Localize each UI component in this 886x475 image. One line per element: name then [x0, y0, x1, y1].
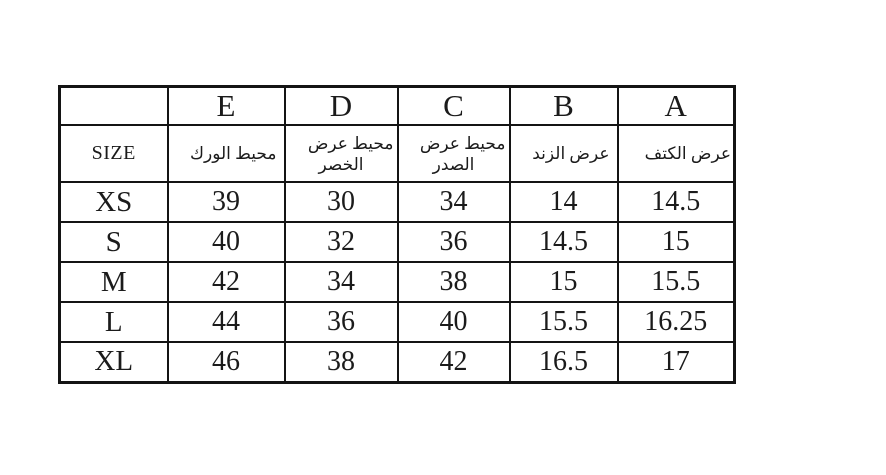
- table-row-xs: [60, 182, 735, 222]
- value-S-D: 32: [285, 222, 398, 262]
- value-M-A: 15.5: [618, 262, 735, 302]
- value-XS-A: 14.5: [618, 182, 735, 222]
- row-label-L: L: [60, 302, 168, 342]
- column-letters-row: [60, 87, 735, 126]
- measure-label-C-line1: محيط عرض: [419, 133, 506, 153]
- value-L-D: 36: [285, 302, 398, 342]
- value-XS-E: 39: [168, 182, 285, 222]
- measure-label-A: عرض الكتف: [618, 125, 735, 182]
- measure-label-B: عرض الزند: [510, 125, 618, 182]
- value-S-C: 36: [398, 222, 510, 262]
- value-L-C: 40: [398, 302, 510, 342]
- value-L-A: 16.25: [618, 302, 735, 342]
- size-chart-container: [58, 85, 736, 384]
- measure-label-E: محيط الورك: [168, 125, 285, 182]
- value-XL-D: 38: [285, 342, 398, 382]
- value-S-B: 14.5: [510, 222, 618, 262]
- measure-label-D: [285, 125, 398, 182]
- value-M-E: 42: [168, 262, 285, 302]
- measure-label-C-line2: الصدر: [432, 154, 475, 174]
- value-L-B: 15.5: [510, 302, 618, 342]
- col-header-C: C: [398, 87, 510, 126]
- col-header-E: E: [168, 87, 285, 126]
- corner-cell-empty: [60, 87, 168, 126]
- size-chart-table: [58, 85, 736, 384]
- value-S-E: 40: [168, 222, 285, 262]
- measure-label-D-line2: الخصر: [318, 154, 364, 174]
- table-row-m: [60, 262, 735, 302]
- value-XL-C: 42: [398, 342, 510, 382]
- col-header-A: A: [618, 87, 735, 126]
- table-row-s: [60, 222, 735, 262]
- col-header-B: B: [510, 87, 618, 126]
- value-M-B: 15: [510, 262, 618, 302]
- table-row-xl: [60, 342, 735, 382]
- value-L-E: 44: [168, 302, 285, 342]
- value-XS-D: 30: [285, 182, 398, 222]
- measure-label-C: [398, 125, 510, 182]
- size-header: SIZE: [60, 125, 168, 182]
- value-XL-E: 46: [168, 342, 285, 382]
- row-label-XL: XL: [60, 342, 168, 382]
- value-XS-B: 14: [510, 182, 618, 222]
- value-M-C: 38: [398, 262, 510, 302]
- measure-label-D-line1: محيط عرض: [307, 133, 394, 153]
- row-label-M: M: [60, 262, 168, 302]
- col-header-D: D: [285, 87, 398, 126]
- row-label-S: S: [60, 222, 168, 262]
- table-row-l: [60, 302, 735, 342]
- measure-labels-row: [60, 125, 735, 182]
- row-label-XS: XS: [60, 182, 168, 222]
- value-S-A: 15: [618, 222, 735, 262]
- value-XL-B: 16.5: [510, 342, 618, 382]
- value-M-D: 34: [285, 262, 398, 302]
- value-XS-C: 34: [398, 182, 510, 222]
- value-XL-A: 17: [618, 342, 735, 382]
